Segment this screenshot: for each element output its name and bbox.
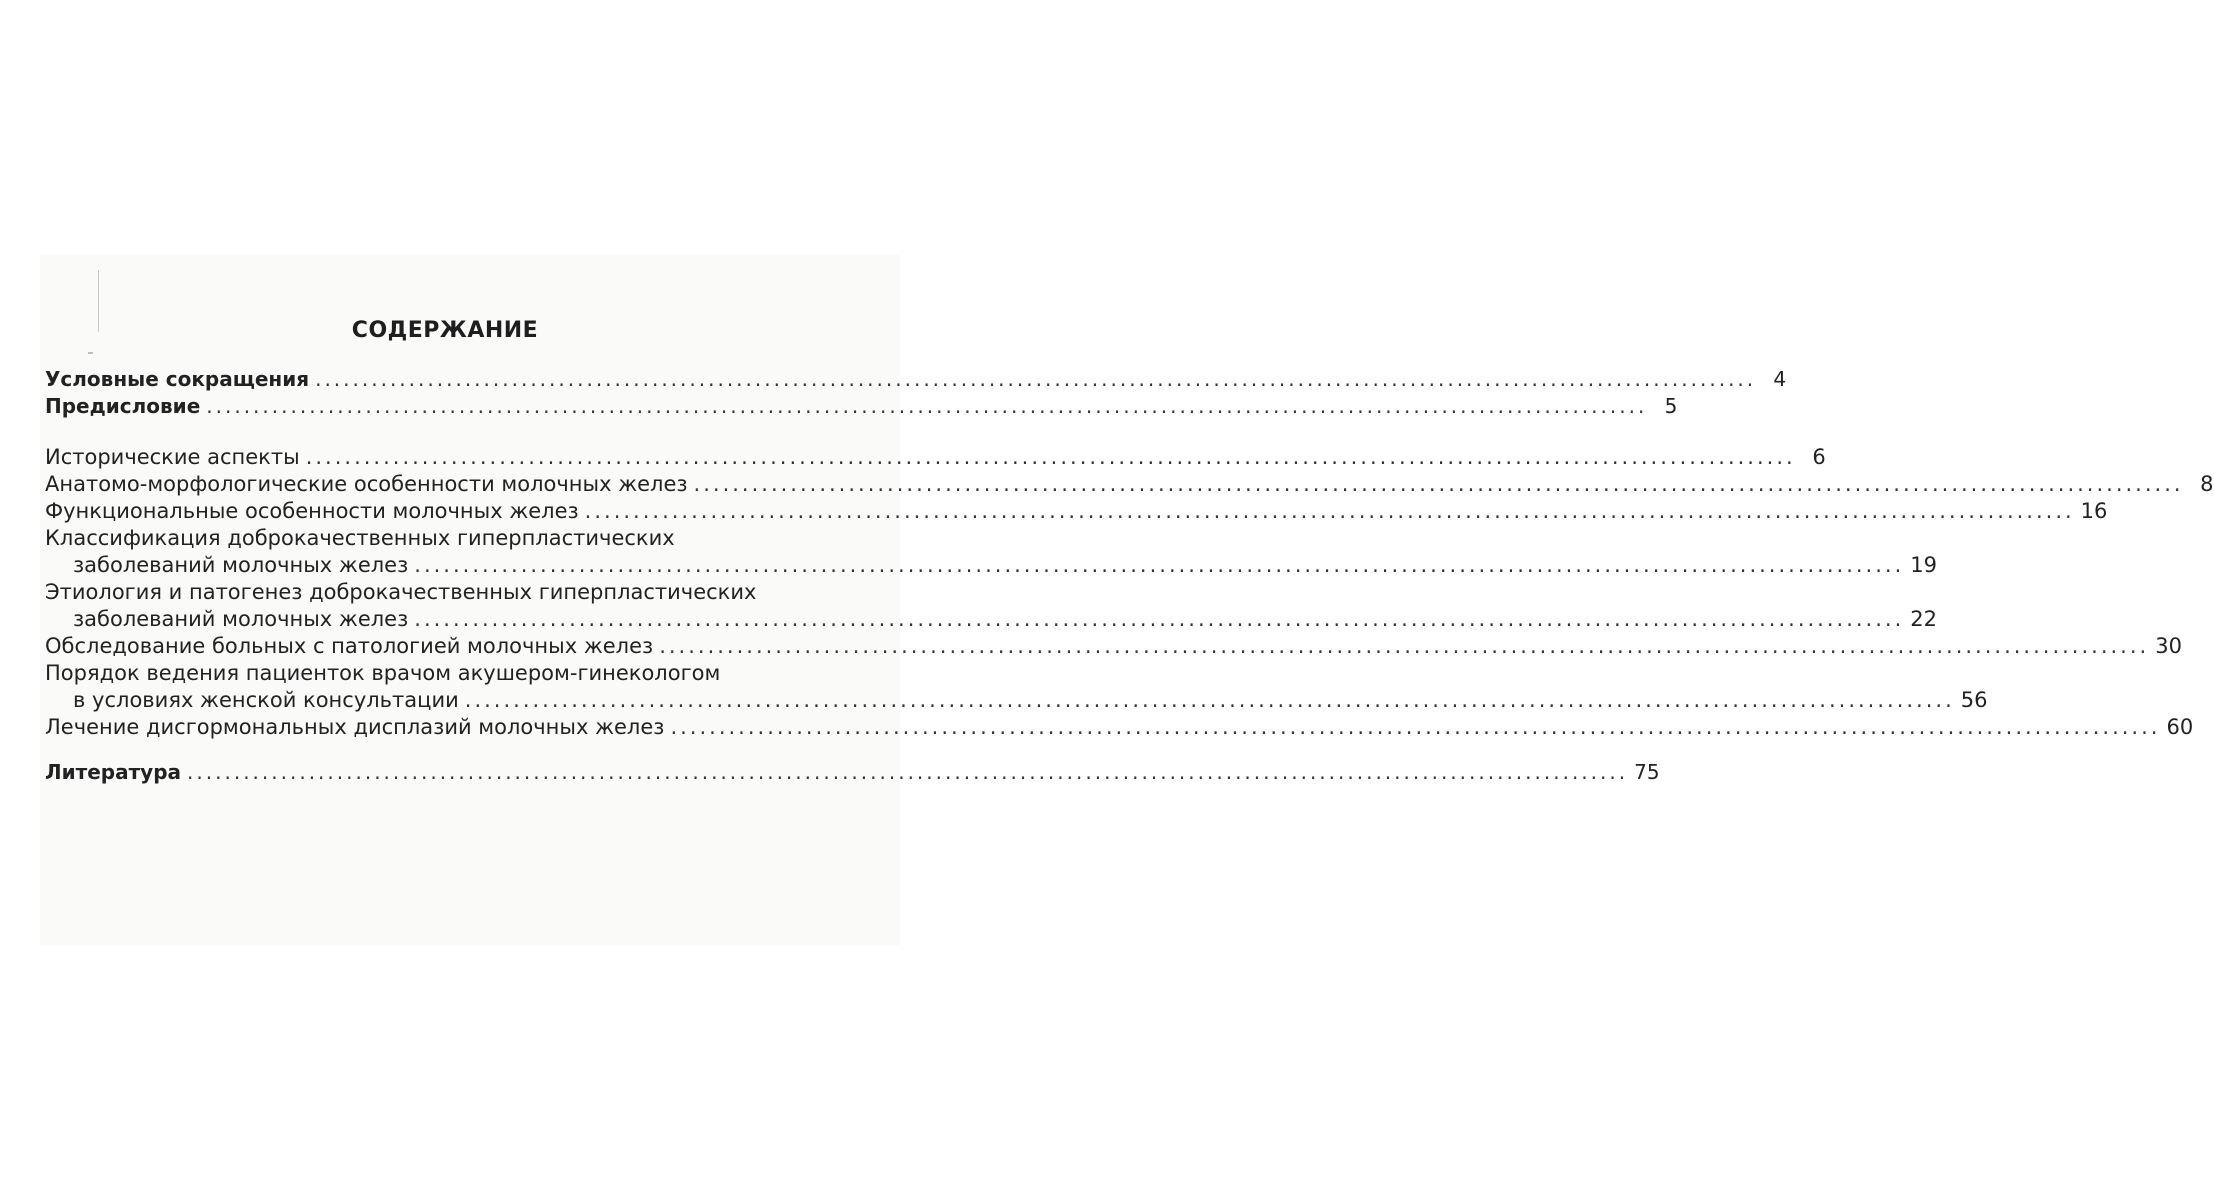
toc-entry-literature[interactable] (45, 759, 1660, 786)
dot-leader: .......................................................................................................................................................... (464, 688, 1955, 712)
toc-title: СОДЕРЖАНИЕ (351, 318, 539, 343)
toc-entry-label: Лечение дисгормональных дисплазий молочных желез (45, 715, 665, 739)
table-of-contents (45, 318, 2214, 786)
dot-leader: .......................................................................................................................................................... (305, 445, 1796, 469)
toc-entry-treatment[interactable] (45, 714, 2194, 741)
toc-entry-label-line1: Классификация доброкачественных гиперпластических (45, 526, 675, 550)
toc-entry-page: 16 (2080, 499, 2108, 523)
dot-leader: .......................................................................................................................................................... (584, 499, 2075, 523)
toc-entry-label-line2: заболеваний молочных желез (73, 553, 409, 577)
dot-leader: .......................................................................................................................................................... (206, 394, 1648, 418)
dot-leader: .......................................................................................................................................................... (315, 367, 1757, 391)
toc-entry-page: 6 (1812, 445, 1826, 469)
toc-entry-label-line2: в условиях женской консультации (73, 688, 459, 712)
dot-leader: .......................................................................................................................................................... (187, 760, 1629, 784)
toc-entry-label-line1: Порядок ведения пациенток врачом акушером-гинекологом (45, 661, 721, 685)
toc-entry-preface[interactable] (45, 393, 1678, 420)
dot-leader: .......................................................................................................................................................... (659, 634, 2150, 658)
toc-entry-historical-aspects[interactable] (45, 444, 1826, 471)
toc-entry-abbreviations[interactable] (45, 366, 1787, 393)
toc-entry-label: Анатомо-морфологические особенности молочных желез (45, 472, 688, 496)
dot-leader: .......................................................................................................................................................... (670, 715, 2161, 739)
toc-entry-page: 5 (1664, 394, 1678, 418)
toc-entry-classification[interactable] (45, 525, 1937, 579)
toc-entry-functional[interactable] (45, 498, 2108, 525)
toc-entry-label: Обследование больных с патологией молочных желез (45, 634, 654, 658)
toc-entry-page: 22 (1910, 607, 1937, 631)
toc-entry-page: 56 (1960, 688, 1988, 712)
toc-entry-anatomy[interactable] (45, 471, 2214, 498)
toc-entry-page: 4 (1773, 367, 1787, 391)
toc-entry-label: Предисловие (45, 394, 201, 418)
dot-leader: .......................................................................................................................................................... (414, 607, 1905, 631)
toc-entry-label: Исторические аспекты (45, 445, 300, 469)
toc-entry-page: 19 (1910, 553, 1937, 577)
toc-entry-label: Условные сокращения (45, 367, 310, 391)
dot-leader: .......................................................................................................................................................... (693, 472, 2184, 496)
toc-entry-page: 30 (2155, 634, 2182, 658)
toc-entry-label: Функциональные особенности молочных желез (45, 499, 579, 523)
toc-entry-examination[interactable] (45, 633, 2182, 660)
toc-entry-page: 8 (2200, 472, 2214, 496)
toc-entry-label: Литература (45, 760, 182, 784)
toc-entry-label-line1: Этиология и патогенез доброкачественных гиперпластических (45, 580, 757, 604)
toc-entry-page: 60 (2166, 715, 2194, 739)
toc-entry-etiology[interactable] (45, 579, 1937, 633)
toc-entry-patient-management[interactable] (45, 660, 1988, 714)
toc-entry-label-line2: заболеваний молочных желез (73, 607, 409, 631)
dot-leader: .......................................................................................................................................................... (414, 553, 1905, 577)
toc-entry-page: 75 (1634, 760, 1660, 784)
